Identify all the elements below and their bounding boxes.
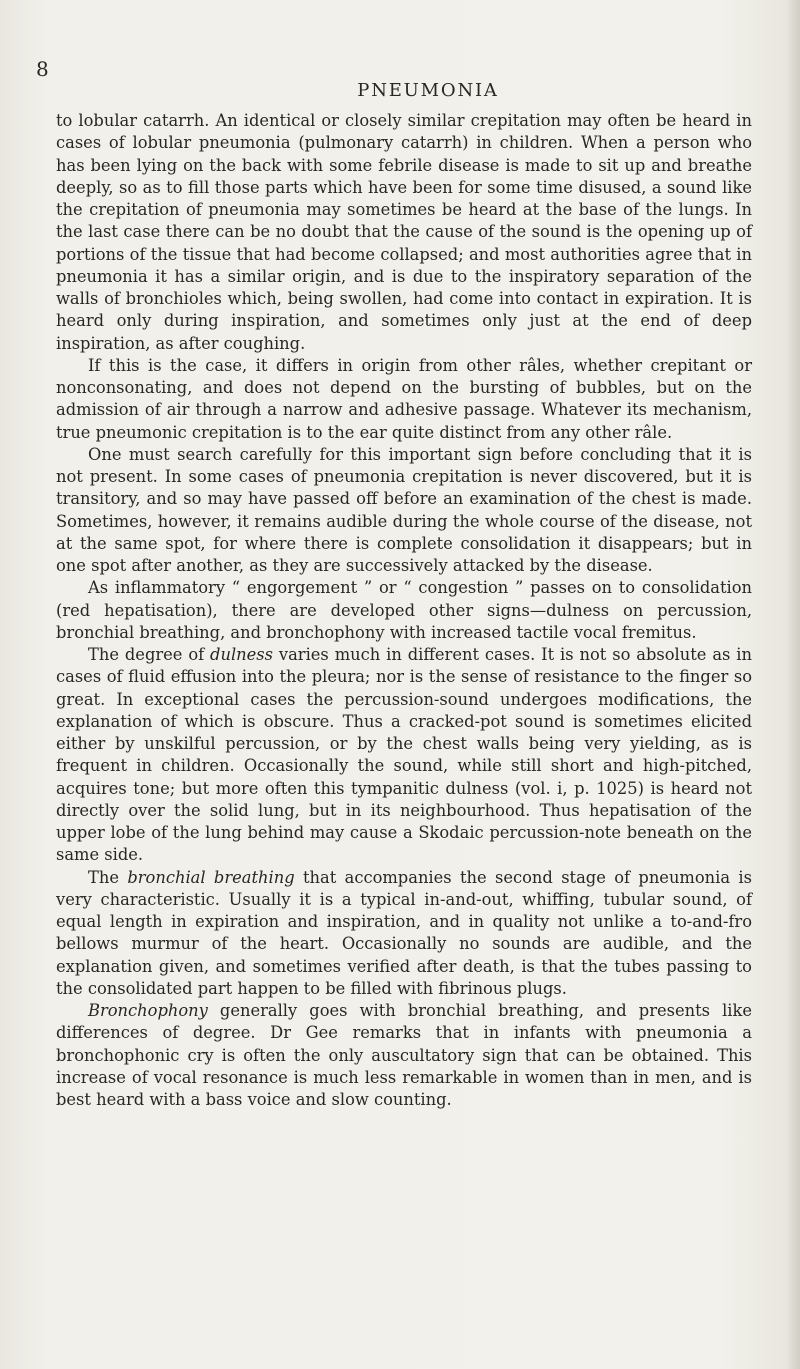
paragraph-6-lead: The [88,867,128,887]
paragraph-6-body: that accompanies the second stage of pneumonia is very characteristic. Usually it is a typical in-and-out, whiffing, tubular sound, of equal length in expiration and inspiration, and in quality not unlike a to-and-fro bellows murmur of the heart. Occasionally no sounds are audible, and the explanation given, and sometimes verified after death, is that the tubes passing to the consolidated part happen to be filled with fibrinous plugs. [56,867,752,998]
page-number: 8 [36,57,49,81]
paragraph-5-body: varies much in different cases. It is not so absolute as in cases of fluid effusion into the pleura; nor is the sense of resistance to the finger so great. In exceptional cases the percussion-sound undergoes modifications, the explanation of which is obscure. Thus a cracked-pot sound is sometimes elicited either by unskilful percussion, or by the chest walls being very yielding, as is frequent in children. Occasionally the sound, while still short and high-pitched, acquires tone; but more often this tympanitic dulness (vol. i, p. 1025) is heard not directly over the solid lung, but in its neighbourhood. Thus hepatisation of the upper lobe of the lung behind may cause a Skodaic percussion-note beneath on the same side. [56,645,752,865]
paragraph-7-body: generally goes with bronchial breathing, and presents like differences of degree. Dr Gee remarks that in infants with pneumonia a bronchophonic cry is often the only auscultatory sign that can be obtained. This increase of vocal resonance is much less remarkable in women than in men, and is best heard with a bass voice and slow counting. [56,1001,752,1109]
page-edge-shadow [786,0,800,1369]
term-dulness: dulness [210,645,273,664]
running-head: PNEUMONIA [357,80,499,101]
paragraph-7 [56,1000,752,1111]
body-text [56,110,752,1111]
term-bronchophony: Bronchophony [88,1001,208,1020]
term-bronchial-breathing: bronchial breathing [127,867,295,887]
paragraph-4: As inflammatory “ engorgement ” or “ congestion ” passes on to consolidation (red hepatisation), there are developed other signs—dulness on percussion, bronchial breathing, and bronchophony with increased tactile vocal fremitus. [56,578,752,642]
paragraph-5 [56,644,752,867]
paragraph-2: If this is the case, it differs in origin from other râles, whether crepitant or nonconsonating, and does not depend on the bursting of bubbles, but on the admission of air through a narrow and adhesive passage. Whatever its mechanism, true pneumonic crepitation is to the ear quite distinct from any other râle. [56,355,752,442]
paragraph-5-lead: The degree of [88,645,211,664]
paragraph-3: One must search carefully for this important sign before concluding that it is not present. In some cases of pneumonia crepitation is never discovered, but it is transitory, and so may have passed off before an examination of the chest is made. Sometimes, however, it remains audible during the whole course of the disease, not at the same spot, for where there is complete consolidation it disappears; but in one spot after another, as they are successively attacked by the disease. [56,444,752,575]
paragraph-1: to lobular catarrh. An identical or closely similar crepitation may often be heard in cases of lobular pneumonia (pulmonary catarrh) in children. When a person who has been lying on the back with some febrile disease is made to sit up and breathe deeply, so as to fill those parts which have been for some time disused, a sound like the crepitation of pneumonia may sometimes be heard at the base of the lungs. In the last case there can be no doubt that the cause of the sound is the opening up of portions of the tissue that had become collapsed; and most authorities agree that in pneumonia it has a similar origin, and is due to the inspiratory separation of the walls of bronchioles which, being swollen, had come into contact in expiration. It is heard only during inspiration, and sometimes only just at the end of deep inspiration, as after coughing. [56,111,752,353]
paragraph-6 [56,867,752,1001]
